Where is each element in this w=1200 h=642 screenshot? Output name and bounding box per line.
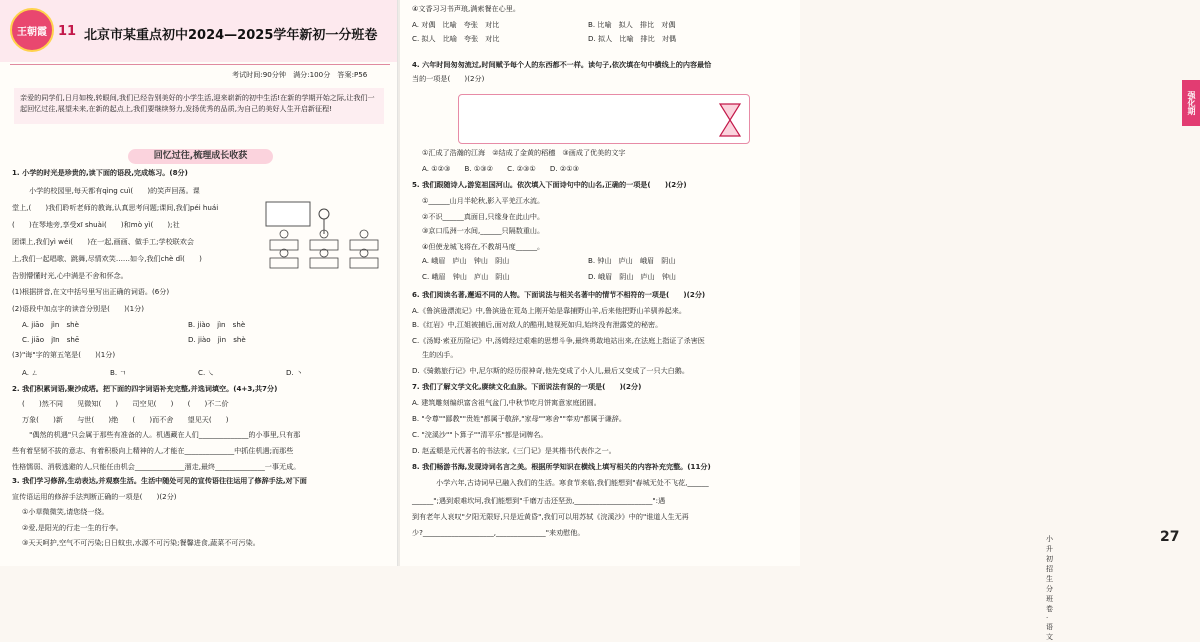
right-line: ④文香习习书声琅,满索餐在心里。 [412,4,520,13]
left-line: B. ㄱ [110,368,127,377]
left-line: (2)语段中加点字的读音分别是( )(1分) [12,304,145,313]
right-line: D. 峨眉 阴山 庐山 钟山 [588,272,677,281]
left-line: ③天天呵护,空气不可污染;日日蚊虫,水源不可污染;餐馨进食,蔬菜不可污染。 [22,538,260,547]
left-line: ( )然不同 见微知( ) 司空见( ) ( )不二价 [22,399,229,408]
right-line: ①汇成了浩瀚的江海 ②结成了金黄的稻穗 ③画成了优美的文字 [422,148,626,157]
right-line: 小学六年,古诗词早已融入我们的生活。寒食节来临,我们能想到"春城无处不飞花,______ [422,478,709,487]
right-line: 少?____________________,______________"来劝慰他。 [412,528,585,537]
left-line: C. ㇏ [198,368,215,377]
right-line: 到有老年人哀叹"夕阳无限好,只是近黄昏",我们可以用苏轼《浣溪沙》中的"谁道人生无再 [412,512,689,521]
left-line: ②爱,是阳光的行走一生的行李。 [22,523,123,532]
left-line: C. jiāo jīn shē [22,335,80,344]
left-line: 3. 我们学习修辞,生动表达,并观察生活。生活中随处可见的宣传语往往运用了修辞手法,对下面 [12,476,307,485]
right-line: ______";遇到艰难坎坷,我们能想到"千磨万击还坚劲,______________________":遇 [412,496,666,505]
right-line: B. 比喻 拟人 排比 对偶 [588,20,676,29]
right-line: 8. 我们畅游书海,发现诗词名言之美。根据所学知识在横线上填写相关的内容补充完整。(11分) [412,462,711,471]
left-line: (3)"诲"字的第五笔是( )(1分) [12,350,116,359]
page-number: 27 [1160,529,1180,545]
left-line: "偶然的机遇"只会属于那些有准备的人。机遇藏在人们______________的小事里,只有那 [22,430,301,439]
right-line: C. "浣溪沙""卜算子""清平乐"都是词牌名。 [412,430,548,439]
left-line: 2. 我们积累词语,聚沙成塔。把下面的四字词语补充完整,并选词填空。(4+3,共7分) [12,384,278,393]
exam-meta: 考试时间:90分钟 满分:100分 答案:P56 [232,70,368,79]
right-line: A. 建筑雕刻编织富含祖气盆门,中秋节吃月饼寓意家庭团圆。 [412,398,601,407]
left-line: 堂上,( )我们聆听老师的教诲,认真思考问题;课间,我们péi huái [12,203,219,212]
left-line: 告别懵懂时光,心中满是不舍和怀念。 [12,271,128,280]
intro-text: 亲爱的同学们,日月如梭,转眼间,我们已经告别美好的小学生活,迎来崭新的初中生活!在新的学期开始之际,让我们一起回忆过往,展望未来,在新的起点上,我们要继续努力,发扬优秀的品质,为自己的美好人生开启新征程! [14,88,384,124]
classroom-illustration [262,200,392,274]
right-line: 4. 六年时间匆匆流过,时间赋予每个人的东西都不一样。读句子,依次填在句中横线上的内容最恰 [412,60,712,69]
right-line: ②不识______真面目,只缘身在此山中。 [422,212,545,221]
right-line: A. ①②③ B. ①③② C. ②③① D. ②①③ [422,164,579,173]
right-line: 当的一项是( )(2分) [412,74,485,83]
left-line: A. jiāo jìn shè [22,320,80,329]
left-line: A. ㄥ [22,368,39,377]
left-line: 性格懦弱、消极逃避的人,只能任由机会______________溜走,最终______________一事无成。 [12,462,301,471]
left-line: D. 丶 [286,368,304,377]
left-line: 团课上,我们yì wéi( )在一起,画画、做手工;学校联欢会 [12,237,194,246]
page-title: 北京市某重点初中2024—2025学年新初一分班卷 [84,28,378,43]
right-line: D. 赵孟頫是元代著名的书法家,《三门记》是其楷书代表作之一。 [412,446,616,455]
left-line: 宣传语运用的修辞手法判断正确的一项是( )(2分) [12,492,177,501]
right-line: 生的凶手。 [422,350,458,359]
left-line: D. jiào jìn shè [188,335,246,344]
right-line: A. 对偶 比喻 夸张 对比 [412,20,500,29]
right-line: B. "令尊""鄙教""贵姓"都属于敬辞,"家母""寒舍""奉劝"都属于谦辞。 [412,414,626,423]
right-line: B.《红岩》中,江姐被捕后,面对敌人的酷刑,她视死如归,始终没有泄露党的秘密。 [412,320,663,329]
left-line: B. jiào jìn shè [188,320,246,329]
right-line: C. 峨眉 钟山 庐山 阴山 [422,272,510,281]
quote-box [458,94,750,144]
exam-number: 11 [58,24,77,39]
right-line: B. 钟山 庐山 峨眉 阴山 [588,256,676,265]
header-rule [10,64,390,65]
right-line: 5. 我们跟随诗人,游览祖国河山。依次填入下面诗句中的山名,正确的一项是( )(2分) [412,180,687,189]
section-title: 回忆过往,梳理成长收获 [128,149,273,164]
left-line: ①小草微微笑,请您绕一绕。 [22,507,109,516]
left-line: ( )在琴地旁,享受xī shuài( )和mò yì( );社 [12,220,180,229]
brand-logo: 王朝霞 [10,8,54,52]
footer-text: 小升初招生分班卷·语文 [1046,535,1053,641]
left-page [0,0,398,566]
left-line: 1. 小学的时光是珍贵的,读下面的语段,完成练习。(8分) [12,168,188,177]
right-line: 6. 我们阅读名著,邂逅不同的人物。下面说法与相关名著中的情节不相符的一项是( )(2分) [412,290,706,299]
side-tab: 强化期 [1182,80,1200,126]
left-line: 些有着坚韧不拔的意志、有着积极向上精神的人,才能在______________中抓住机遇;而那些 [12,446,294,455]
right-line: ④但使龙城飞将在,不教胡马度______。 [422,242,545,251]
right-line: D.《骑鹅旅行记》中,尼尔斯的经历很神奇,他先变成了小人儿,最后又变成了一只大白鹅。 [412,366,689,375]
left-line: 上,我们一起唱歌、跳舞,尽情欢笑……如今,我们chè dǐ( ) [12,254,202,263]
left-line: 万象( )新 与世( )绝 ( )而不舍 望见天( ) [22,415,229,424]
hourglass-icon [716,102,744,138]
right-line: D. 拟人 比喻 排比 对偶 [588,34,677,43]
right-line: ③京口瓜洲一水间,______只隔数重山。 [422,226,545,235]
right-line: A.《鲁滨逊漂流记》中,鲁滨逊在荒岛上刚开始是靠捕野山羊,后来他把野山羊驯养起来。 [412,306,686,315]
right-line: C. 拟人 比喻 夸张 对比 [412,34,500,43]
right-line: ①______山月半轮秋,影入平羌江水流。 [422,196,545,205]
left-line: 小学的校园里,每天都有qìng cuì( )的笑声回荡。课 [22,186,200,195]
right-page [400,0,1196,641]
right-line: C.《汤姆·索亚历险记》中,汤姆经过艰难的思想斗争,最终勇敢地站出来,在法庭上指证了杀害医 [412,336,705,345]
right-line: A. 峨眉 庐山 钟山 阴山 [422,256,510,265]
right-line: 7. 我们了解文学文化,赓续文化血脉。下面说法有误的一项是( )(2分) [412,382,642,391]
left-line: (1)根据拼音,在文中括号里写出正确的词语。(6分) [12,287,170,296]
